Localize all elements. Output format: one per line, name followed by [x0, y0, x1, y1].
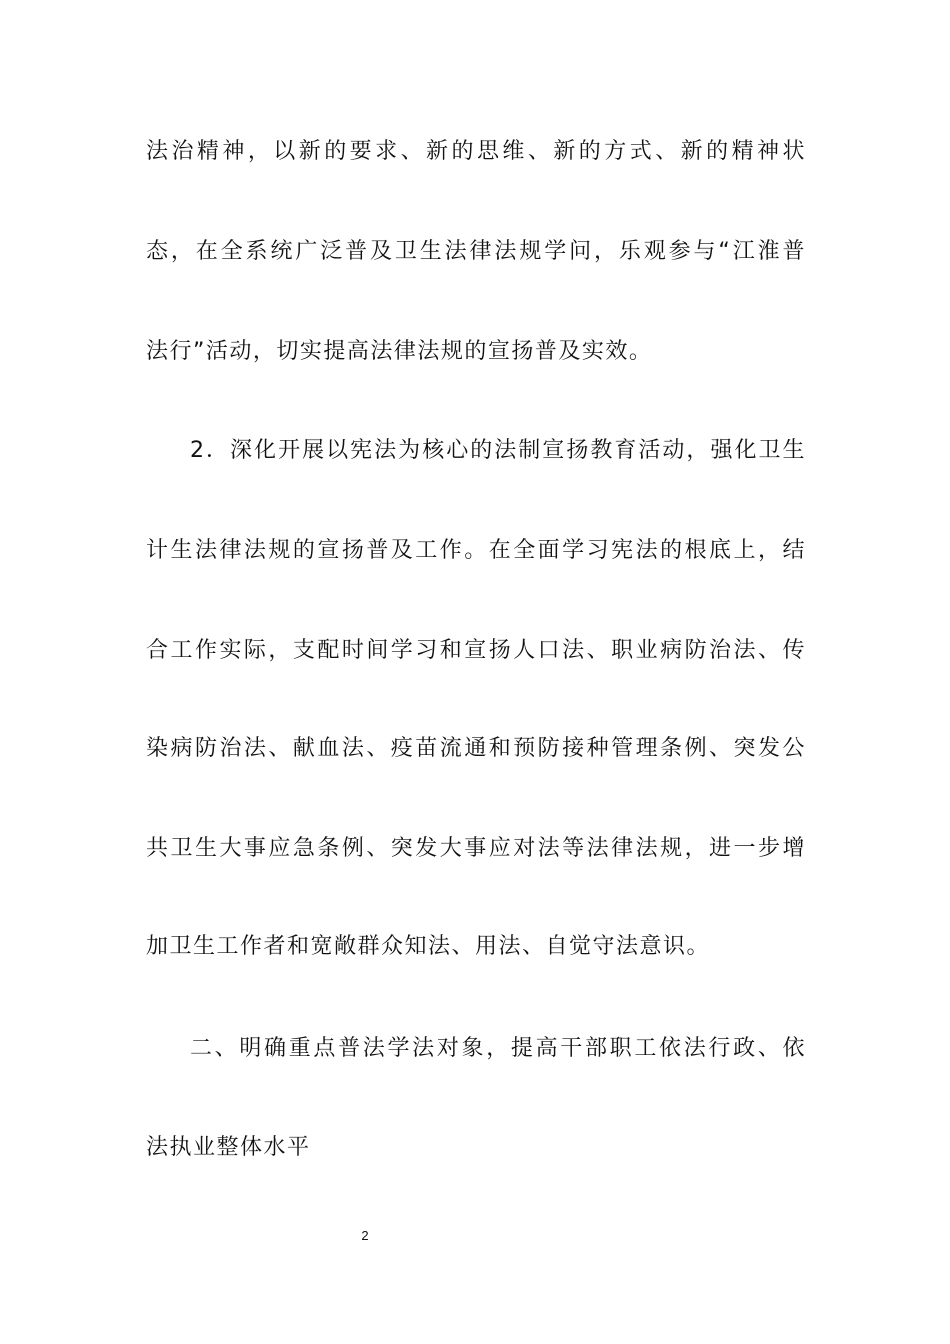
paragraph-line: 法行”活动，切实提高法律法规的宣扬普及实效。: [146, 339, 653, 364]
section-heading-line: 法执业整体水平: [146, 1135, 311, 1160]
paragraph-line: 加卫生工作者和宽敞群众知法、用法、自觉守法意识。: [146, 934, 711, 959]
paragraph-line: 2．深化开展以宪法为核心的法制宣扬教育活动，强化卫生: [190, 438, 806, 463]
paragraph-line: 合工作实际，支配时间学习和宣扬人口法、职业病防治法、传: [146, 638, 806, 663]
paragraph-line: 染病防治法、献血法、疫苗流通和预防接种管理条例、突发公: [146, 736, 806, 761]
paragraph-line: 计生法律法规的宣扬普及工作。在全面学习宪法的根底上，结: [146, 538, 806, 563]
section-heading-line: 二、明确重点普法学法对象，提高干部职工依法行政、依: [190, 1036, 806, 1061]
paragraph-line: 态，在全系统广泛普及卫生法律法规学问，乐观参与“江淮普: [146, 239, 806, 264]
paragraph-line: 法治精神，以新的要求、新的思维、新的方式、新的精神状: [146, 139, 806, 164]
page-number: 2: [361, 1228, 369, 1243]
paragraph-line: 共卫生大事应急条例、突发大事应对法等法律法规，进一步增: [146, 836, 806, 861]
